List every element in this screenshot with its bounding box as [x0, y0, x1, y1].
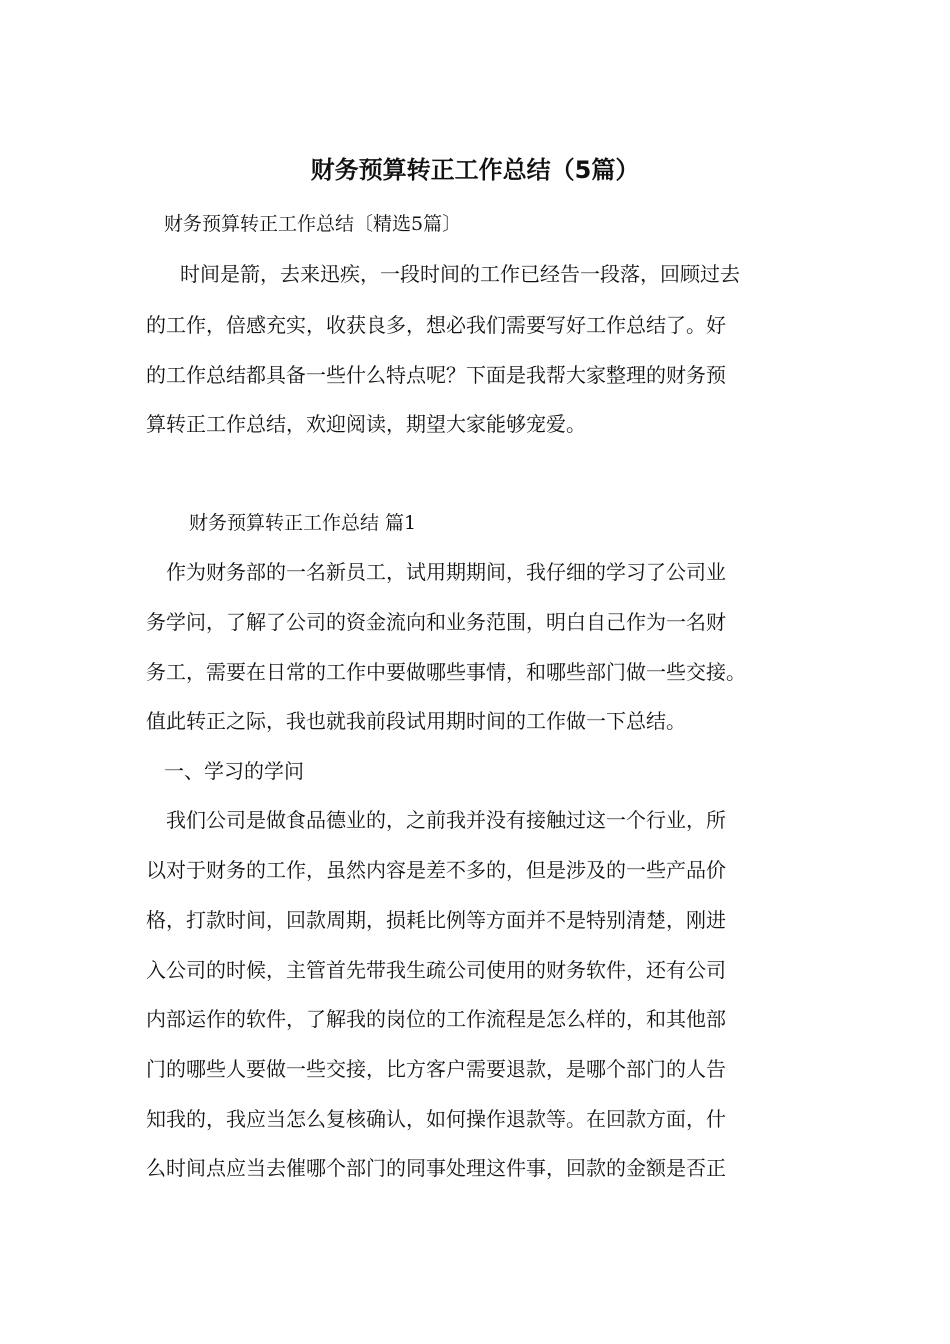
- section-heading: 财务预算转正工作总结 篇1: [189, 512, 417, 534]
- document-title: 财务预算转正工作总结（5篇）: [310, 156, 640, 184]
- item-heading: 一、学习的学问: [164, 759, 304, 783]
- paragraph-line: 入公司的时候，主管首先带我生疏公司使用的财务软件，还有公司: [146, 958, 726, 982]
- paragraph-line: 值此转正之际，我也就我前段试用期时间的工作做一下总结。: [146, 709, 686, 733]
- paragraph-line: 作为财务部的一名新员工，试用期期间，我仔细的学习了公司业: [166, 560, 726, 584]
- paragraph-line: 我们公司是做食品德业的，之前我并没有接触过这一个行业，所: [166, 808, 726, 832]
- paragraph-line: 知我的，我应当怎么复核确认，如何操作退款等。在回款方面，什: [146, 1107, 726, 1131]
- intro-line: 时间是箭，去来迅疾，一段时间的工作已经告一段落，回顾过去: [180, 262, 740, 286]
- paragraph-line: 格，打款时间，回款周期，损耗比例等方面并不是特别清楚，刚进: [146, 908, 726, 932]
- intro-line: 的工作，倍感充实，收获良多，想必我们需要写好工作总结了。好: [146, 313, 726, 337]
- paragraph-line: 么时间点应当去催哪个部门的同事处理这件事，回款的金额是否正: [146, 1156, 726, 1180]
- intro-line: 的工作总结都具备一些什么特点呢？下面是我帮大家整理的财务预: [146, 363, 726, 387]
- intro-line: 算转正工作总结，欢迎阅读，期望大家能够宠爱。: [146, 412, 586, 436]
- document-subtitle: 财务预算转正工作总结〔精选5篇〕: [164, 213, 462, 235]
- paragraph-line: 内部运作的软件，了解我的岗位的工作流程是怎么样的，和其他部: [146, 1007, 726, 1031]
- paragraph-line: 门的哪些人要做一些交接，比方客户需要退款，是哪个部门的人告: [146, 1057, 726, 1081]
- paragraph-line: 务学问，了解了公司的资金流向和业务范围，明白自己作为一名财: [146, 610, 726, 634]
- paragraph-line: 务工，需要在日常的工作中要做哪些事情，和哪些部门做一些交接。: [146, 660, 746, 684]
- paragraph-line: 以对于财务的工作，虽然内容是差不多的，但是涉及的一些产品价: [146, 858, 726, 882]
